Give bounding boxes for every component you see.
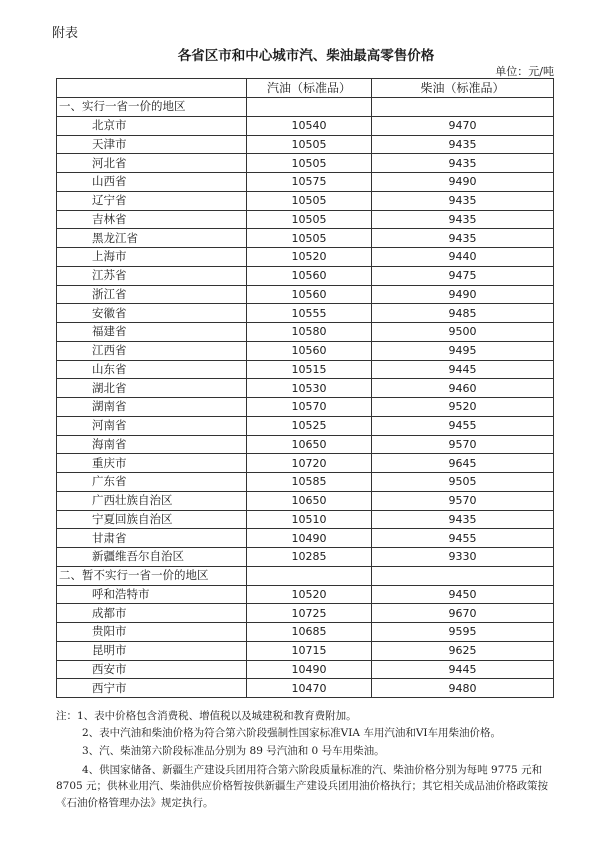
region-name-cell: 呼和浩特市 <box>57 585 247 604</box>
diesel-price-cell: 9435 <box>372 154 554 173</box>
table-row <box>57 191 554 210</box>
gasoline-price-cell: 10285 <box>247 548 372 567</box>
table-row <box>57 341 554 360</box>
table-row <box>57 416 554 435</box>
table-header-row <box>57 79 554 98</box>
region-name-cell: 贵阳市 <box>57 623 247 642</box>
header-region <box>57 79 247 98</box>
region-name-cell: 黑龙江省 <box>57 229 247 248</box>
region-name-cell: 吉林省 <box>57 210 247 229</box>
section-label: 一、实行一省一价的地区 <box>57 98 247 117</box>
gasoline-price-cell: 10515 <box>247 360 372 379</box>
table-row <box>57 679 554 698</box>
diesel-price-cell: 9490 <box>372 173 554 192</box>
gasoline-price-cell: 10720 <box>247 454 372 473</box>
table-row <box>57 585 554 604</box>
region-name-cell: 湖南省 <box>57 398 247 417</box>
diesel-price-cell: 9470 <box>372 116 554 135</box>
diesel-price-cell: 9500 <box>372 323 554 342</box>
diesel-price-cell: 9490 <box>372 285 554 304</box>
header-gasoline: 汽油（标准品） <box>247 79 372 98</box>
gasoline-price-cell: 10585 <box>247 473 372 492</box>
diesel-price-cell: 9570 <box>372 491 554 510</box>
gasoline-price-cell: 10510 <box>247 510 372 529</box>
diesel-price-cell: 9495 <box>372 341 554 360</box>
table-row <box>57 473 554 492</box>
gasoline-price-cell: 10505 <box>247 210 372 229</box>
diesel-price-cell: 9455 <box>372 529 554 548</box>
table-row <box>57 135 554 154</box>
region-name-cell: 福建省 <box>57 323 247 342</box>
empty-cell <box>247 566 372 585</box>
gasoline-price-cell: 10560 <box>247 285 372 304</box>
diesel-price-cell: 9485 <box>372 304 554 323</box>
gasoline-price-cell: 10520 <box>247 248 372 267</box>
gasoline-price-cell: 10725 <box>247 604 372 623</box>
note-3: 3、汽、柴油第六阶段标准品分别为 89 号汽油和 0 号车用柴油。 <box>82 745 385 757</box>
table-row <box>57 173 554 192</box>
table-row <box>57 510 554 529</box>
diesel-price-cell: 9475 <box>372 266 554 285</box>
table-row <box>57 229 554 248</box>
note-2: 2、表中汽油和柴油价格为符合第六阶段强制性国家标准VIA 车用汽油和VI车用柴油价格。 <box>82 726 502 739</box>
gasoline-price-cell: 10505 <box>247 154 372 173</box>
region-name-cell: 广西壮族自治区 <box>57 491 247 510</box>
note-4: 4、供国家储备、新疆生产建设兵团用符合第六阶段质量标准的汽、柴油价格分别为每吨 9775 元和 8705 元；供林业用汽、柴油供应价格暂按供新疆生产建设兵团用油价格执行；其它相关成品油价格政策按《石油价格管理办法》规定执行。 <box>56 763 549 809</box>
section-header-row <box>57 566 554 585</box>
gasoline-price-cell: 10490 <box>247 660 372 679</box>
region-name-cell: 北京市 <box>57 116 247 135</box>
region-name-cell: 江西省 <box>57 341 247 360</box>
diesel-price-cell: 9440 <box>372 248 554 267</box>
gasoline-price-cell: 10570 <box>247 398 372 417</box>
empty-cell <box>247 98 372 117</box>
diesel-price-cell: 9520 <box>372 398 554 417</box>
table-row <box>57 285 554 304</box>
region-name-cell: 宁夏回族自治区 <box>57 510 247 529</box>
gasoline-price-cell: 10505 <box>247 229 372 248</box>
gasoline-price-cell: 10580 <box>247 323 372 342</box>
diesel-price-cell: 9435 <box>372 229 554 248</box>
gasoline-price-cell: 10505 <box>247 135 372 154</box>
table-row <box>57 379 554 398</box>
gasoline-price-cell: 10575 <box>247 173 372 192</box>
table-row <box>57 660 554 679</box>
table-row <box>57 210 554 229</box>
table-body <box>57 98 554 698</box>
region-name-cell: 浙江省 <box>57 285 247 304</box>
region-name-cell: 重庆市 <box>57 454 247 473</box>
table-row <box>57 623 554 642</box>
table-row <box>57 323 554 342</box>
empty-cell <box>372 566 554 585</box>
region-name-cell: 江苏省 <box>57 266 247 285</box>
gasoline-price-cell: 10525 <box>247 416 372 435</box>
diesel-price-cell: 9625 <box>372 641 554 660</box>
appendix-label: 附表 <box>52 26 79 41</box>
region-name-cell: 安徽省 <box>57 304 247 323</box>
gasoline-price-cell: 10540 <box>247 116 372 135</box>
table-row <box>57 398 554 417</box>
region-name-cell: 山西省 <box>57 173 247 192</box>
region-name-cell: 上海市 <box>57 248 247 267</box>
diesel-price-cell: 9445 <box>372 360 554 379</box>
diesel-price-cell: 9435 <box>372 210 554 229</box>
region-name-cell: 辽宁省 <box>57 191 247 210</box>
region-name-cell: 西安市 <box>57 660 247 679</box>
gasoline-price-cell: 10530 <box>247 379 372 398</box>
gasoline-price-cell: 10490 <box>247 529 372 548</box>
table-row <box>57 116 554 135</box>
gasoline-price-cell: 10505 <box>247 191 372 210</box>
section-header-row <box>57 98 554 117</box>
gasoline-price-cell: 10715 <box>247 641 372 660</box>
diesel-price-cell: 9505 <box>372 473 554 492</box>
table-row <box>57 491 554 510</box>
diesel-price-cell: 9645 <box>372 454 554 473</box>
unit-label: 单位：元/吨 <box>495 65 554 78</box>
gasoline-price-cell: 10650 <box>247 491 372 510</box>
diesel-price-cell: 9460 <box>372 379 554 398</box>
table-row <box>57 266 554 285</box>
table-row <box>57 248 554 267</box>
diesel-price-cell: 9450 <box>372 585 554 604</box>
table-row <box>57 548 554 567</box>
price-table <box>56 78 554 698</box>
section-label: 二、暂不实行一省一价的地区 <box>57 566 247 585</box>
table-row <box>57 529 554 548</box>
diesel-price-cell: 9435 <box>372 135 554 154</box>
region-name-cell: 广东省 <box>57 473 247 492</box>
diesel-price-cell: 9435 <box>372 191 554 210</box>
region-name-cell: 河北省 <box>57 154 247 173</box>
table-row <box>57 641 554 660</box>
region-name-cell: 山东省 <box>57 360 247 379</box>
empty-cell <box>372 98 554 117</box>
region-name-cell: 昆明市 <box>57 641 247 660</box>
gasoline-price-cell: 10685 <box>247 623 372 642</box>
note-1: 注：1、表中价格包含消费税、增值税以及城建税和教育费附加。 <box>56 710 357 722</box>
diesel-price-cell: 9570 <box>372 435 554 454</box>
diesel-price-cell: 9445 <box>372 660 554 679</box>
region-name-cell: 新疆维吾尔自治区 <box>57 548 247 567</box>
table-row <box>57 304 554 323</box>
header-diesel: 柴油（标准品） <box>372 79 554 98</box>
region-name-cell: 成都市 <box>57 604 247 623</box>
notes-section <box>56 708 556 811</box>
region-name-cell: 西宁市 <box>57 679 247 698</box>
region-name-cell: 天津市 <box>57 135 247 154</box>
region-name-cell: 甘肃省 <box>57 529 247 548</box>
region-name-cell: 海南省 <box>57 435 247 454</box>
region-name-cell: 河南省 <box>57 416 247 435</box>
gasoline-price-cell: 10560 <box>247 266 372 285</box>
table-row <box>57 454 554 473</box>
table-row <box>57 604 554 623</box>
gasoline-price-cell: 10520 <box>247 585 372 604</box>
page-title: 各省区市和中心城市汽、柴油最高零售价格 <box>177 48 435 64</box>
diesel-price-cell: 9455 <box>372 416 554 435</box>
diesel-price-cell: 9480 <box>372 679 554 698</box>
diesel-price-cell: 9330 <box>372 548 554 567</box>
diesel-price-cell: 9435 <box>372 510 554 529</box>
table-row <box>57 360 554 379</box>
table-row <box>57 154 554 173</box>
region-name-cell: 湖北省 <box>57 379 247 398</box>
gasoline-price-cell: 10650 <box>247 435 372 454</box>
diesel-price-cell: 9595 <box>372 623 554 642</box>
gasoline-price-cell: 10560 <box>247 341 372 360</box>
gasoline-price-cell: 10555 <box>247 304 372 323</box>
gasoline-price-cell: 10470 <box>247 679 372 698</box>
table-row <box>57 435 554 454</box>
diesel-price-cell: 9670 <box>372 604 554 623</box>
